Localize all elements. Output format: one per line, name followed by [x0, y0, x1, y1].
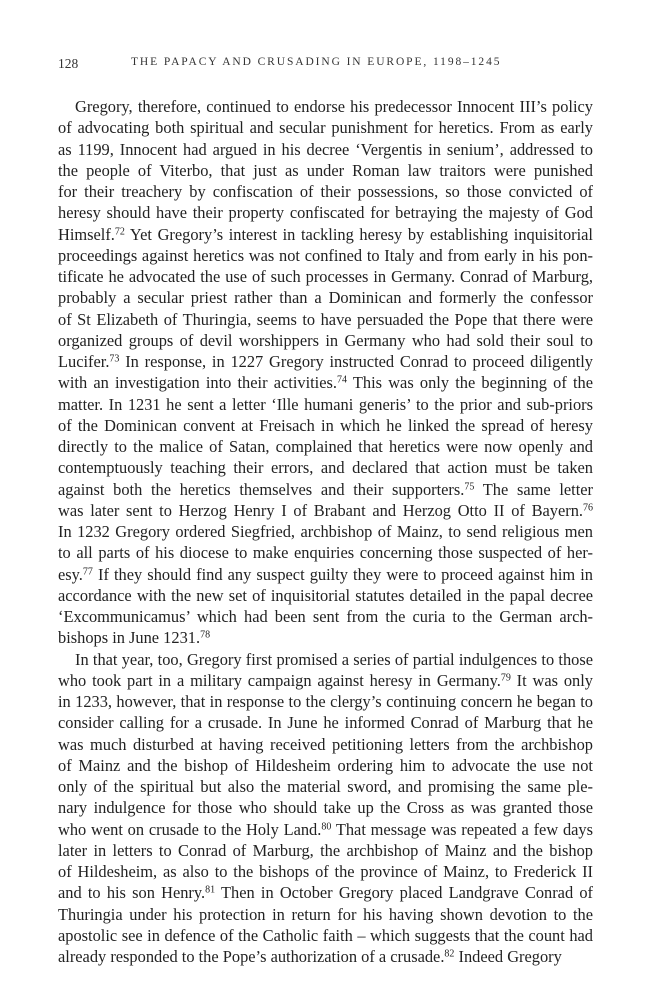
text-segment: Thuringia under his protection in return for his having shown devotion to the [58, 904, 593, 924]
footnote-ref: 78 [200, 629, 211, 641]
text-line [58, 819, 593, 840]
text-line [58, 394, 593, 415]
text-line [58, 224, 593, 245]
text-segment: of the Dominican convent at Freisach in which he linked the spread of heresy [58, 415, 593, 435]
text-segment: with an investigation into their activities. [58, 373, 337, 393]
text-line [58, 436, 593, 457]
text-segment: of Hildesheim, as also to the bishops of the province of Mainz, to Frederick II [58, 862, 593, 881]
text-segment: in 1233, however, that in response to the clergy’s continuing concern he began to [58, 692, 593, 711]
page-number: 128 [58, 56, 79, 71]
text-segment: bishops in June 1231. [58, 628, 201, 648]
text-line [58, 861, 593, 882]
text-line [58, 734, 593, 755]
text-segment: If they should find any suspect guilty they were to proceed against him in [92, 564, 593, 584]
text-line [58, 946, 593, 967]
text-segment: Himself. [58, 224, 115, 244]
footnote-ref: 74 [337, 374, 347, 386]
text-line [58, 670, 593, 691]
text-segment: heresy should have their property confiscated for betraying the majesty of God [58, 203, 593, 223]
text-segment: matter. In 1231 he sent a letter ‘Ille humani generis’ to the prior and sub-priors [58, 394, 593, 414]
text-segment: apostolic see in defence of the Catholic faith – which suggests that the count had [58, 925, 593, 945]
text-line [58, 521, 593, 542]
text-segment: of Mainz and the bishop of Hildesheim ordering him to advocate the use not [58, 755, 593, 775]
footnote-ref: 73 [109, 353, 120, 365]
text-line [58, 457, 593, 478]
text-segment: Gregory, therefore, continued to endorse his predecessor Innocent III’s policy [75, 97, 593, 116]
text-segment: only of the spiritual but also the material sword, and promising the same ple- [58, 777, 593, 796]
text-segment: This was only the beginning of the [347, 373, 593, 393]
text-segment: who took part in a military campaign against heresy in Germany. [58, 670, 501, 690]
text-segment: who went on crusade to the Holy Land. [58, 819, 322, 839]
footnote-ref: 75 [464, 481, 475, 492]
paragraph [58, 649, 593, 968]
text-line [58, 627, 593, 648]
text-line [58, 585, 593, 606]
text-segment: consider calling for a crusade. In June he informed Conrad of Marburg that he [58, 713, 593, 733]
text-line [58, 330, 593, 351]
text-line [58, 712, 593, 733]
text-segment: for their treachery by confiscation of their possessions, so those convicted of [58, 182, 593, 201]
text-segment: to all parts of his diocese to make enquiries concerning those suspected of her- [58, 543, 593, 563]
text-line [58, 287, 593, 308]
text-line [58, 904, 593, 925]
text-line [58, 925, 593, 946]
text-segment: directly to the malice of Satan, complained that heretics were now openly and [58, 437, 593, 456]
text-segment: tificate he advocated the use of such processes in Germany. Conrad of Marburg, [58, 267, 593, 286]
footnote-ref: 76 [583, 502, 593, 514]
text-segment: later in letters to Conrad of Marburg, the archbishop of Mainz and the bishop [58, 840, 593, 860]
footnote-ref: 81 [205, 884, 216, 896]
text-segment: It was only [510, 670, 594, 690]
text-segment: esy. [58, 564, 83, 584]
footnote-ref: 79 [500, 672, 511, 684]
text-line [58, 606, 593, 627]
text-segment: That message was repeated a few days [331, 819, 593, 839]
text-line [58, 415, 593, 436]
text-line [58, 542, 593, 563]
text-segment: Then in October Gregory placed Landgrave Conrad of [215, 883, 593, 903]
text-line [58, 649, 593, 670]
text-segment: probably a secular priest rather than a Dominican and formerly the confessor [58, 288, 593, 308]
text-segment: In response, in 1227 Gregory instructed Conrad to proceed diligently [119, 352, 593, 371]
text-line [58, 840, 593, 861]
body-text [58, 96, 593, 967]
text-line [58, 309, 593, 330]
text-segment: contemptuously teaching their errors, and declared that action must be taken [58, 458, 593, 478]
text-line [58, 882, 593, 903]
text-segment: In that year, too, Gregory first promised a series of partial indulgences to those [75, 649, 593, 669]
text-segment: already responded to the Pope’s authorization of a crusade. [58, 947, 445, 966]
text-line [58, 351, 593, 372]
text-segment: The same letter [474, 479, 594, 499]
page-header [58, 56, 593, 76]
text-segment: In 1232 Gregory ordered Siegfried, archbishop of Mainz, to send religious men [58, 522, 593, 541]
text-segment: of advocating both spiritual and secular punishment for heretics. From as early [58, 118, 593, 138]
text-line [58, 372, 593, 393]
text-line [58, 160, 593, 181]
text-segment: was later sent to Herzog Henry I of Brabant and Herzog Otto II of Bayern. [58, 500, 583, 520]
text-segment: against both the heretics themselves and their supporters. [58, 479, 465, 499]
text-segment: Indeed Gregory [454, 947, 562, 966]
text-segment: organized groups of devil worshippers in Germany who had sold their soul to [58, 330, 593, 350]
text-line [58, 755, 593, 776]
footnote-ref: 80 [321, 821, 332, 832]
text-segment: ‘Excommunicamus’ which had been sent from the curia to the German arch- [58, 607, 593, 626]
text-segment: Lucifer. [58, 352, 110, 371]
footnote-ref: 72 [114, 226, 125, 237]
text-line [58, 266, 593, 287]
text-segment: was much disturbed at having received petitioning letters from the archbishop [58, 734, 593, 754]
text-line [58, 564, 593, 585]
text-segment: of St Elizabeth of Thuringia, seems to have persuaded the Pope that there were [58, 309, 593, 329]
text-segment: as 1199, Innocent had argued in his decree ‘Vergentis in senium’, addressed to [58, 139, 593, 159]
text-segment: the people of Viterbo, that just as under Roman law traitors were punished [58, 160, 593, 180]
text-line [58, 245, 593, 266]
text-line [58, 181, 593, 202]
text-line [58, 117, 593, 138]
running-head: THE PAPACY AND CRUSADING IN EUROPE, 1198–1245 [131, 56, 502, 68]
text-segment: Yet Gregory’s interest in tackling heresy by establishing inquisitorial [124, 224, 593, 244]
text-line [58, 797, 593, 818]
text-line [58, 202, 593, 223]
text-segment: proceedings against heretics was not confined to Italy and from early in his pon- [58, 245, 593, 265]
text-segment: nary indulgence for those who should take up the Cross as was granted those [58, 798, 593, 818]
text-line [58, 500, 593, 521]
text-line [58, 479, 593, 500]
text-line [58, 691, 593, 712]
footnote-ref: 77 [82, 566, 93, 577]
text-line [58, 139, 593, 160]
footnote-ref: 82 [444, 948, 455, 960]
text-line [58, 776, 593, 797]
paragraph [58, 96, 593, 649]
text-segment: accordance with the new set of inquisitorial statutes detailed in the papal decree [58, 585, 593, 605]
text-line [58, 96, 593, 117]
text-segment: and to his son Henry. [58, 883, 206, 903]
